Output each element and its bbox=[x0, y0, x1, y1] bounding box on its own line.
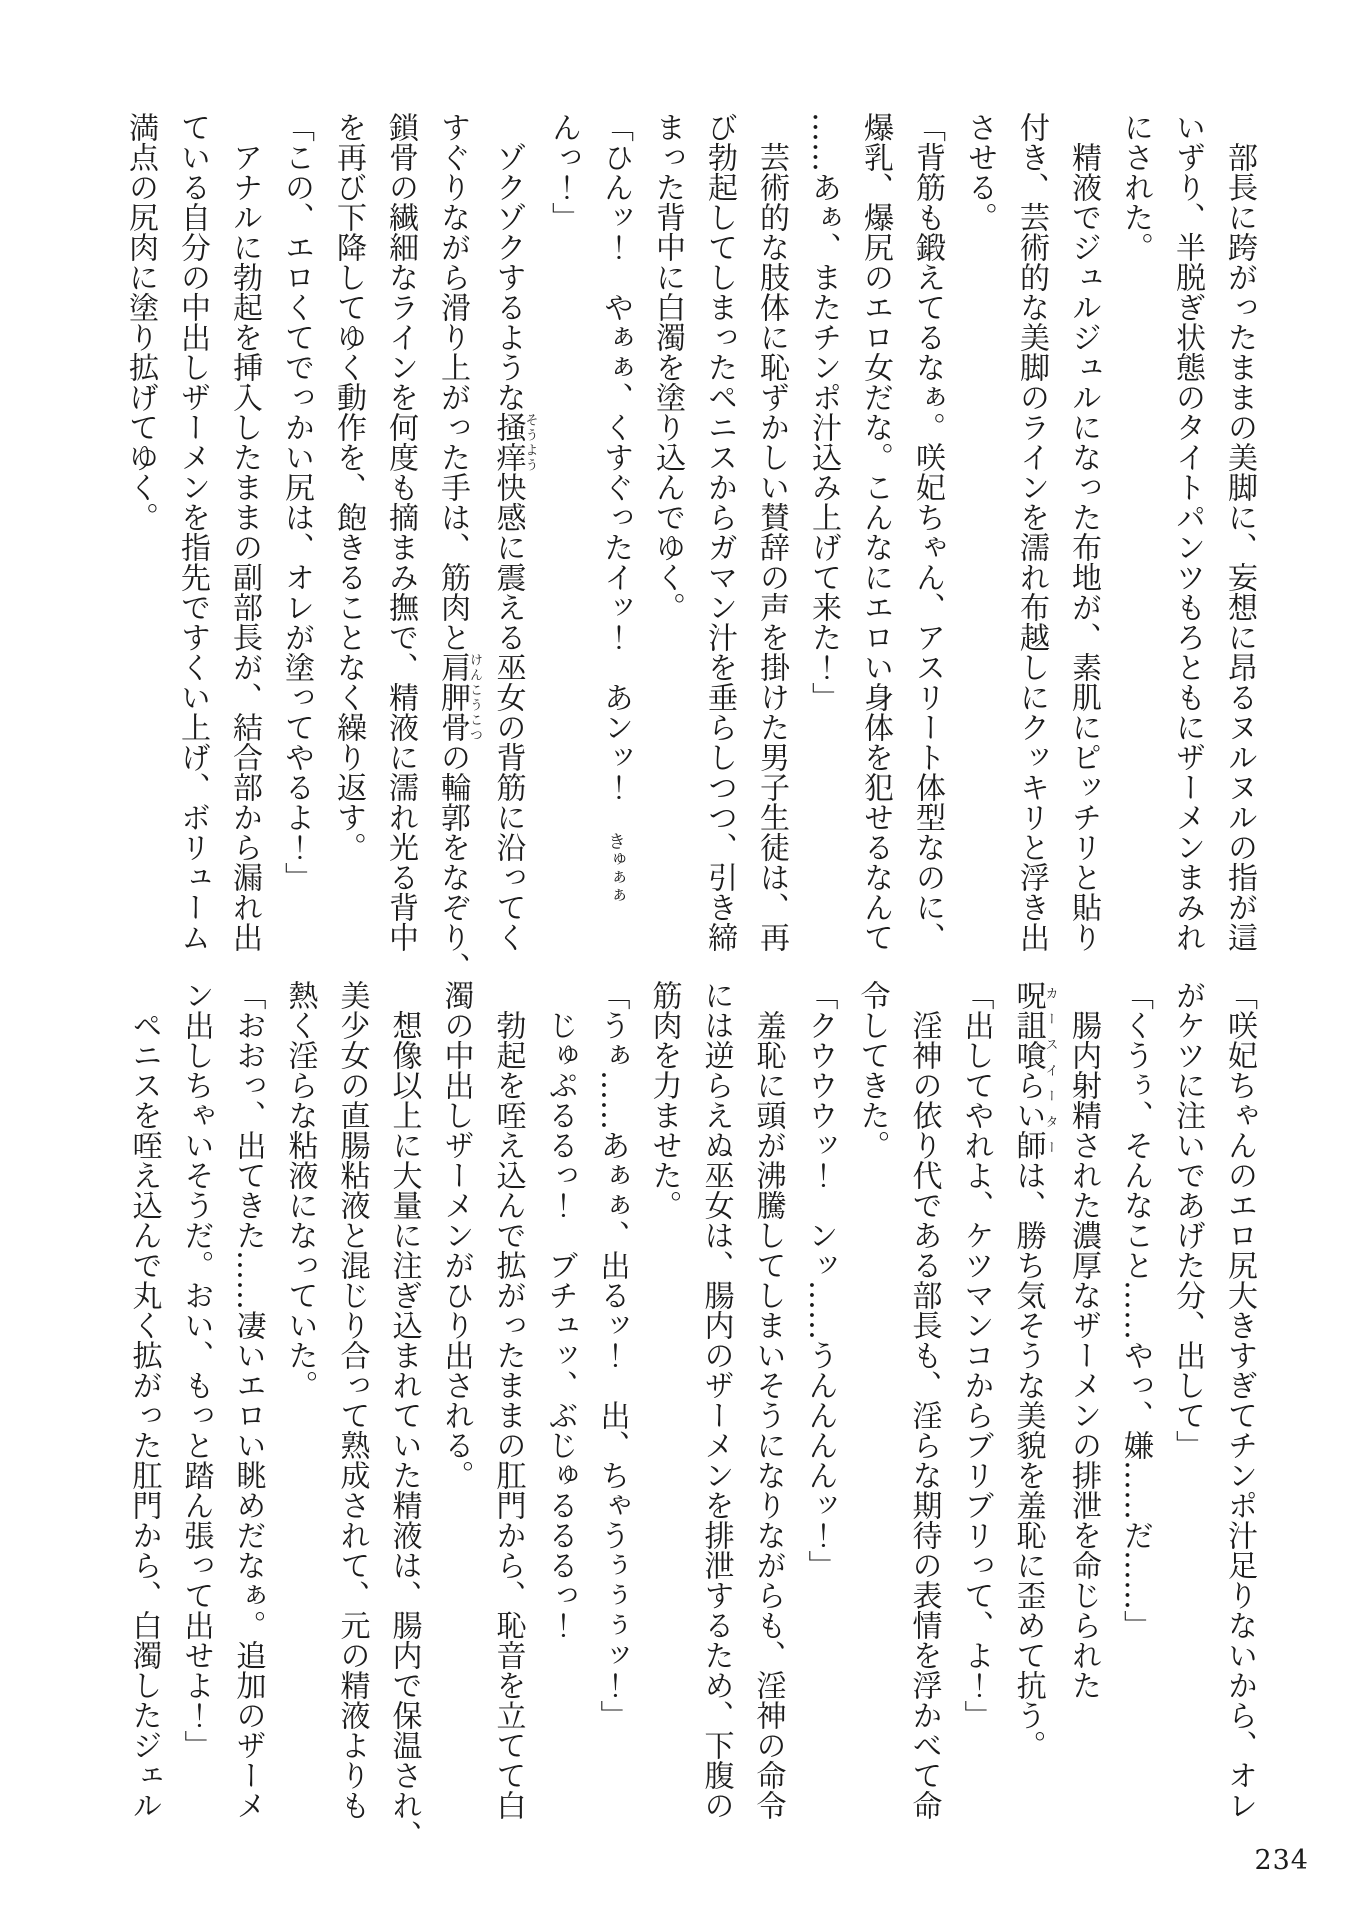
bottom-text-block bbox=[118, 980, 1266, 1855]
text-column bbox=[1161, 112, 1213, 987]
text-column bbox=[797, 112, 849, 987]
text-column bbox=[218, 112, 270, 987]
text-column bbox=[589, 112, 641, 987]
text-column bbox=[170, 980, 222, 1855]
text-run: 精液でジュルジュルになった布地が、素肌にピッチリと貼り bbox=[1066, 142, 1101, 952]
ruby-annotation: 肩胛骨けんこうこつ bbox=[435, 652, 482, 742]
ruby-annotation: 呪詛喰らい師カースイーター bbox=[1010, 980, 1058, 1160]
text-run: 腸内射精された濃厚なザーメンの排泄を命じられた bbox=[1066, 1010, 1101, 1700]
text-column bbox=[270, 112, 322, 987]
text-column bbox=[641, 112, 693, 987]
text-column bbox=[1057, 980, 1109, 1855]
text-run: 美少女の直腸粘液と混じり合って熟成されて、元の精液よりも bbox=[334, 980, 370, 1820]
text-run: 「背筋も鍛えてるなぁ。咲妃ちゃん、アスリート体型なのに、 bbox=[910, 112, 945, 952]
text-run: 熱く淫らな粘液になっていた。 bbox=[282, 980, 318, 1400]
text-column bbox=[374, 112, 426, 987]
text-column bbox=[430, 980, 482, 1855]
text-column bbox=[1161, 980, 1213, 1855]
text-run: 「この、エロくてでっかい尻は、オレが塗ってやるよ！」 bbox=[279, 112, 314, 892]
text-column bbox=[849, 112, 901, 987]
ruby-annotation: 掻痒そうよう bbox=[490, 412, 538, 472]
text-column bbox=[1057, 112, 1109, 987]
small-kana: きゅぁぁ bbox=[605, 832, 626, 904]
text-run: 「くうぅ、そんなこと……やっ、嫌……だ……」 bbox=[1118, 980, 1153, 1640]
text-column bbox=[426, 112, 482, 987]
text-column bbox=[638, 980, 690, 1855]
text-run: 「ひんッ！ やぁぁ、くすぐったイッ！ あンッ！ bbox=[598, 112, 633, 832]
text-column bbox=[898, 980, 950, 1855]
text-column bbox=[482, 112, 538, 987]
text-run: 「おおっ、出てきた……凄いエロい眺めだなぁ。追加のザーメ bbox=[230, 980, 266, 1820]
text-run: の輪郭をなぞり、 bbox=[435, 742, 470, 982]
text-run: 勃起を咥え込んで拡がったままの肛門から、恥音を立てて白 bbox=[490, 1010, 526, 1820]
text-column bbox=[166, 112, 218, 987]
text-run: 羞恥に頭が沸騰してしまいそうになりながらも、淫神の命令 bbox=[750, 1010, 786, 1820]
text-column bbox=[1002, 980, 1058, 1855]
text-column bbox=[586, 980, 638, 1855]
text-run: には逆らえぬ巫女は、腸内のザーメンを排泄するため、下腹の bbox=[698, 980, 734, 1820]
text-run: 「出してやれよ、ケツマンコからブリブリって、よ！」 bbox=[958, 980, 994, 1730]
text-column bbox=[690, 980, 742, 1855]
text-column bbox=[1005, 112, 1057, 987]
text-run: 鎖骨の繊細なラインを何度も摘まみ撫で、精液に濡れ光る背中 bbox=[383, 112, 418, 952]
text-column bbox=[1213, 980, 1265, 1855]
text-column bbox=[953, 112, 1005, 987]
text-run: 淫神の依り代である部長も、淫らな期待の表情を浮かべて命 bbox=[906, 1010, 942, 1820]
text-run: 部長に跨がったままの美脚に、妄想に昂るヌルヌルの指が這 bbox=[1222, 142, 1257, 952]
text-run: ン出しちゃいそうだ。おい、もっと踏ん張って出せよ！」 bbox=[178, 980, 214, 1760]
text-run: 想像以上に大量に注ぎ込まれていた精液は、腸内で保温され、 bbox=[386, 1010, 422, 1850]
text-run: を再び下降してゆく動作を、飽きることなく繰り返す。 bbox=[331, 112, 366, 862]
text-column bbox=[742, 980, 794, 1855]
text-column bbox=[745, 112, 797, 987]
text-run: 快感に震える巫女の背筋に沿ってく bbox=[490, 472, 526, 952]
text-column bbox=[901, 112, 953, 987]
text-run: 濁の中出しザーメンがひり出される。 bbox=[438, 980, 474, 1490]
text-run: させる。 bbox=[962, 112, 997, 232]
text-run: 爆乳、爆尻のエロ女だな。こんなにエロい身体を犯せるなんて bbox=[858, 112, 893, 952]
text-run: は、勝ち気そうな美貌を羞恥に歪めて抗う。 bbox=[1010, 1160, 1046, 1760]
text-run: 「クウウウッ！ ンッ……うんんんんッ！」 bbox=[802, 980, 838, 1580]
text-run: 芸術的な肢体に恥ずかしい賛辞の声を掛けた男子生徒は、再 bbox=[754, 142, 789, 952]
text-run: ……あぁ、またチンポ汁込み上げて来た！」 bbox=[806, 112, 841, 712]
text-column bbox=[950, 980, 1002, 1855]
text-column bbox=[274, 980, 326, 1855]
text-run: じゅぷるるっ！ ブチュッ、ぶじゅるるるっ！ bbox=[542, 1010, 578, 1640]
text-run: び勃起してしまったペニスからガマン汁を垂らしつつ、引き締 bbox=[702, 112, 737, 952]
text-column bbox=[1109, 980, 1161, 1855]
text-column bbox=[326, 980, 378, 1855]
text-run: 付き、芸術的な美脚のラインを濡れ布越しにクッキリと浮き出 bbox=[1014, 112, 1049, 952]
text-run: 令してきた。 bbox=[854, 980, 890, 1160]
text-run: にされた。 bbox=[1118, 112, 1153, 262]
text-column bbox=[378, 980, 430, 1855]
text-run: 「うぁ……あぁぁ、出るッ！ 出、ちゃうぅぅぅッ！」 bbox=[594, 980, 630, 1730]
text-column bbox=[114, 112, 166, 987]
page-number: 234 bbox=[1254, 1845, 1309, 1876]
text-column bbox=[693, 112, 745, 987]
text-run: 満点の尻肉に塗り拡げてゆく。 bbox=[123, 112, 158, 532]
text-column bbox=[1109, 112, 1161, 987]
text-run: すぐりながら滑り上がった手は、筋肉と bbox=[435, 112, 470, 652]
text-column bbox=[1213, 112, 1265, 987]
text-run: まった背中に白濁を塗り込んでゆく。 bbox=[650, 112, 685, 622]
text-run: いずり、半脱ぎ状態のタイトパンツもろともにザーメンまみれ bbox=[1170, 112, 1205, 952]
text-run: ている自分の中出しザーメンを指先ですくい上げ、ボリューム bbox=[175, 112, 210, 952]
text-column bbox=[322, 112, 374, 987]
text-run: アナルに勃起を挿入したままの副部長が、結合部から漏れ出 bbox=[227, 142, 262, 952]
text-run: 「咲妃ちゃんのエロ尻大きすぎてチンポ汁足りないから、オレ bbox=[1222, 980, 1257, 1820]
text-run: 筋肉を力ませた。 bbox=[646, 980, 682, 1220]
text-run: んっ！」 bbox=[546, 112, 581, 232]
top-text-block bbox=[114, 112, 1265, 987]
text-column bbox=[537, 112, 589, 987]
text-column bbox=[118, 980, 170, 1855]
text-column bbox=[534, 980, 586, 1855]
text-run: ペニスを咥え込んで丸く拡がった肛門から、白濁したジェル bbox=[126, 1010, 162, 1820]
text-run: がケツに注いであげた分、出して」 bbox=[1170, 980, 1205, 1460]
text-column bbox=[222, 980, 274, 1855]
text-column bbox=[846, 980, 898, 1855]
text-column bbox=[794, 980, 846, 1855]
text-column bbox=[482, 980, 534, 1855]
text-run: ゾクゾクするような bbox=[490, 142, 526, 412]
